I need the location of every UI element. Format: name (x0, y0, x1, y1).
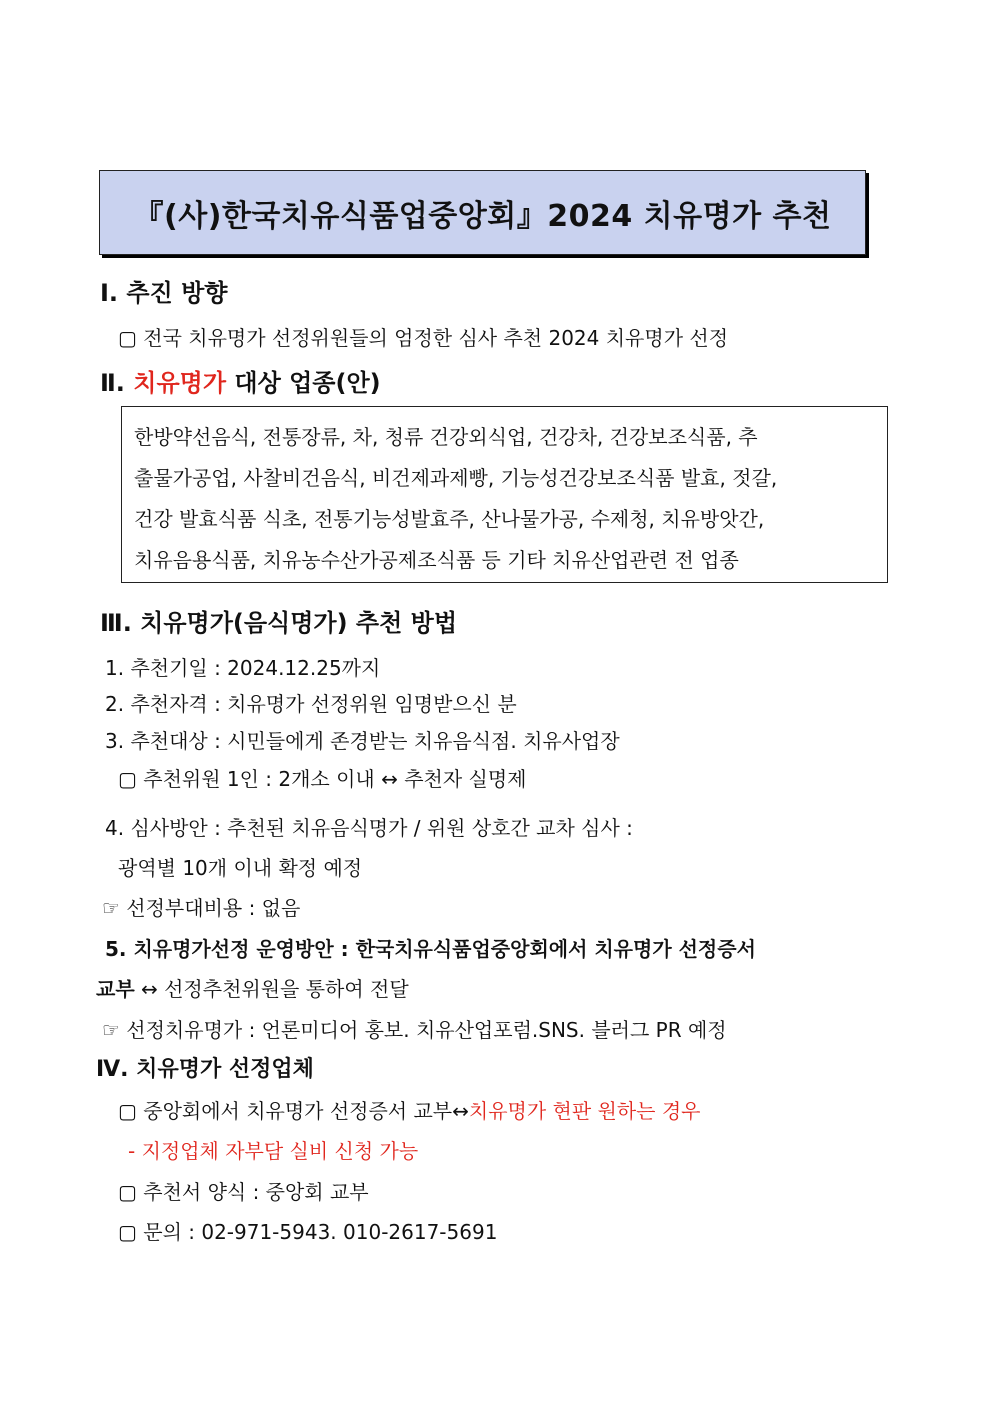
item5-line2-rest: ↔ 선정추천위원을 통하여 전달 (134, 977, 409, 1001)
section3-item3: 3. 추천대상 : 시민들에게 존경받는 치유음식점. 치유사업장 (105, 729, 620, 753)
section2-heading-prefix: Ⅱ. (100, 369, 134, 397)
section3-item5-line2 (96, 973, 409, 1002)
section4-item2: ▢ 추천서 양식 : 중앙회 교부 (118, 1180, 369, 1204)
section2-heading-suffix: 대상 업종(안) (226, 369, 381, 397)
section2-heading (100, 363, 381, 398)
section4-item1 (118, 1095, 700, 1124)
industry-line: 치유음용식품, 치유농수산가공제조식품 등 기타 치유산업관련 전 업종 (134, 548, 739, 572)
section1-item: ▢ 전국 치유명가 선정위원들의 엄정한 심사 추천 2024 치유명가 선정 (118, 326, 729, 350)
section2-heading-highlight: 치유명가 (133, 369, 227, 397)
section3-item1: 1. 추천기일 : 2024.12.25까지 (105, 656, 381, 680)
section1-heading: Ⅰ. 추진 방향 (100, 279, 228, 307)
section4-item1-black: ▢ 중앙회에서 치유명가 선정증서 교부↔ (118, 1099, 469, 1123)
industry-line: 건강 발효식품 식초, 전통기능성발효주, 산나물가공, 수제청, 치유방앗간, (134, 507, 765, 531)
section3-item2: 2. 추천자격 : 치유명가 선정위원 임명받으신 분 (105, 692, 517, 716)
section4-item1-red: 치유명가 현판 원하는 경우 (468, 1099, 701, 1123)
section3-heading: Ⅲ. 치유명가(음식명가) 추천 방법 (100, 609, 458, 637)
section4-item3: ▢ 문의 : 02-971-5943. 010-2617-5691 (118, 1220, 498, 1244)
section4-item1-sub: - 지정업체 자부담 실비 신청 가능 (128, 1139, 419, 1163)
section4-heading: Ⅳ. 치유명가 선정업체 (96, 1057, 314, 1082)
industry-line: 출물가공업, 사찰비건음식, 비건제과제빵, 기능성건강보조식품 발효, 젓갈, (134, 466, 778, 490)
section3-item4-line1: 4. 심사방안 : 추천된 치유음식명가 / 위원 상호간 교차 심사 : (105, 816, 633, 840)
section3-note1: ☞ 선정부대비용 : 없음 (102, 896, 301, 920)
section3-item4-line2: 광역별 10개 이내 확정 예정 (118, 856, 363, 880)
title-box (99, 170, 866, 255)
section3-item5-line1: 5. 치유명가선정 운영방안 : 한국치유식품업중앙회에서 치유명가 선정증서 (105, 937, 756, 961)
industry-line: 한방약선음식, 전통장류, 차, 청류 건강외식업, 건강차, 건강보조식품, 추 (134, 425, 758, 449)
section3-note2: ☞ 선정치유명가 : 언론미디어 홍보. 치유산업포럼.SNS. 블러그 PR 예정 (102, 1018, 727, 1042)
page-title: 『(사)한국치유식품업중앙회』2024 치유명가 추천 (133, 198, 832, 234)
section3-item3-sub: ▢ 추천위원 1인 : 2개소 이내 ↔ 추천자 실명제 (118, 767, 527, 791)
item5-line2-bold: 교부 (96, 977, 135, 1001)
industry-list-box (121, 406, 888, 583)
